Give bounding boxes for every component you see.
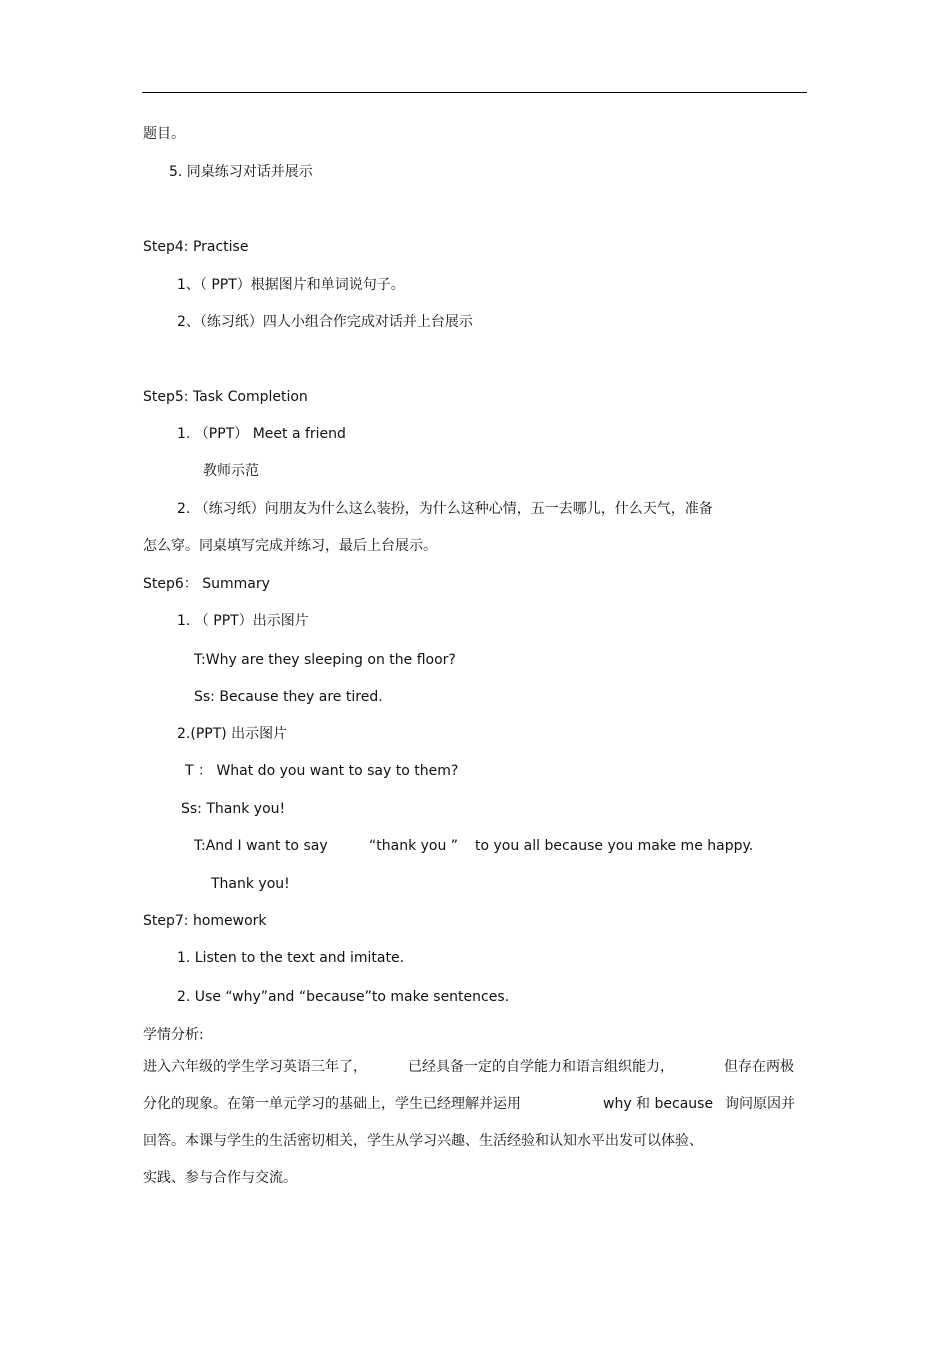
text-line: 题目。: [143, 126, 185, 142]
text-line: 进入六年级的学生学习英语三年了，: [143, 1059, 367, 1075]
text-line: 怎么穿。同桌填写完成并练习，最后上台展示。: [143, 538, 437, 554]
text-line: 1. （ PPT）出示图片: [177, 613, 309, 629]
text-line: 2、（练习纸）四人小组合作完成对话并上台展示: [177, 314, 473, 330]
text-line: 2.(PPT) 出示图片: [177, 726, 288, 742]
text-line: 回答。本课与学生的生活密切相关，学生从学习兴趣、生活经验和认知水平出发可以体验、: [143, 1133, 703, 1149]
text-line: 1、（ PPT）根据图片和单词说句子。: [177, 277, 405, 293]
dialogue-line: T:And I want to say: [194, 838, 328, 854]
text-line: 1. （PPT） Meet a friend: [177, 426, 346, 442]
dialogue-line: Ss: Thank you!: [181, 801, 286, 817]
step-heading: Step6： Summary: [143, 576, 270, 592]
step-heading: Step5: Task Completion: [143, 389, 308, 405]
step-heading: Step7: homework: [143, 913, 267, 929]
dialogue-line: to you all because you make me happy.: [475, 838, 754, 854]
text-line: 分化的现象。在第一单元学习的基础上，学生已经理解并运用: [143, 1096, 521, 1112]
text-line: 2. Use “why”and “because”to make sentences.: [177, 989, 510, 1005]
text-line: 教师示范: [203, 463, 259, 479]
section-heading: 学情分析:: [143, 1027, 204, 1043]
text-line: 询问原因并: [725, 1096, 795, 1112]
dialogue-line: Thank you!: [211, 876, 290, 892]
text-line: 1. Listen to the text and imitate.: [177, 950, 405, 966]
text-line: 已经具备一定的自学能力和语言组织能力，: [408, 1059, 674, 1075]
dialogue-line: T:Why are they sleeping on the floor?: [194, 652, 456, 668]
step-heading: Step4: Practise: [143, 239, 249, 255]
header-rule: [142, 92, 807, 93]
text-line: 实践、参与合作与交流。: [143, 1170, 297, 1186]
dialogue-line: T ： What do you want to say to them?: [185, 763, 459, 779]
text-line: why 和 because: [603, 1096, 714, 1112]
text-line: 但存在两极: [724, 1059, 794, 1075]
dialogue-line: Ss: Because they are tired.: [194, 689, 383, 705]
text-line: 2. （练习纸）问朋友为什么这么装扮，为什么这种心情，五一去哪儿，什么天气，准备: [177, 501, 713, 517]
text-line: 5. 同桌练习对话并展示: [169, 164, 313, 180]
dialogue-line: “thank you ”: [369, 838, 459, 854]
